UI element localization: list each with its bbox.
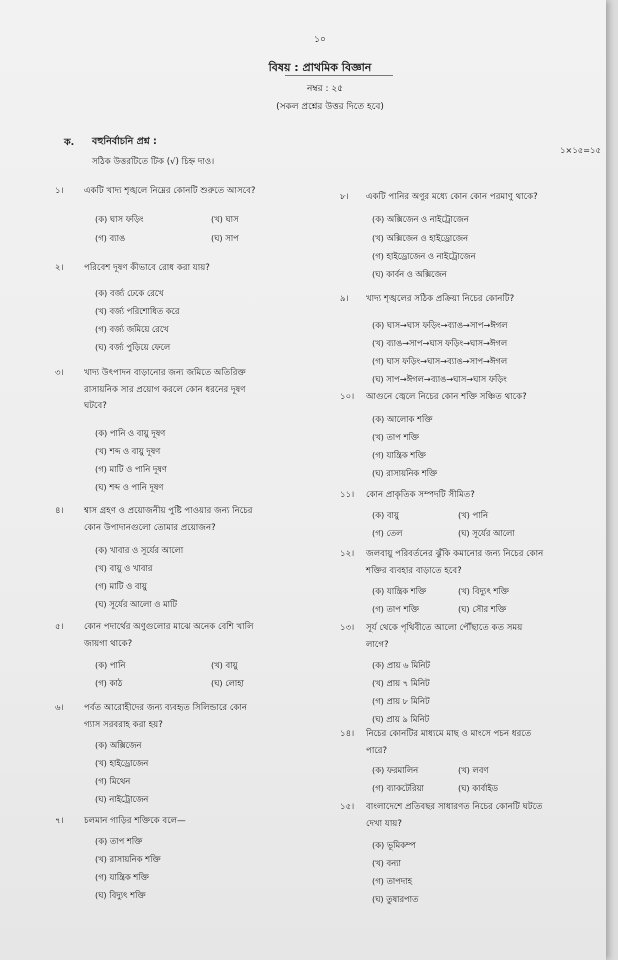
- answer-option: (ক) আলোক শক্তি: [372, 414, 433, 424]
- answer-option: (গ) কাঠ: [95, 678, 123, 688]
- answer-option: (গ) তেল: [372, 528, 403, 538]
- section-instruction: সঠিক উত্তরটিতে টিক (√) চিহ্ন দাও।: [92, 157, 215, 167]
- answer-option: (গ) ব্যাকটেরিয়া: [372, 783, 424, 793]
- question-number: ১।: [55, 186, 64, 196]
- answer-option: (খ) রাসায়নিক শক্তি: [95, 854, 161, 864]
- question-text: কোন প্রাকৃতিক সম্পদটি সীমিত?: [366, 490, 475, 500]
- answer-option: (গ) ঘাস ফড়িং→ঘাস→ব্যাঙ→সাপ→ঈগল: [372, 356, 508, 366]
- answer-option: (খ) ঘাস: [211, 214, 239, 224]
- answer-option: (ক) ফরমালিন: [372, 765, 419, 775]
- answer-option: (ঘ) কার্বাইড: [458, 783, 498, 793]
- question-text: শক্তির ব্যবহার বাড়াতে হবে?: [366, 565, 462, 576]
- question-text: খাদ্য উৎপাদন বাড়ানোর জন্য জমিতে অতিরিক্ত: [84, 368, 246, 378]
- answer-option: (ঘ) রাসায়নিক শক্তি: [372, 468, 438, 478]
- answer-option: (গ) মাটি ও বায়ু: [95, 581, 147, 591]
- answer-option: (খ) পানি: [458, 510, 488, 520]
- question-text: পারে?: [366, 745, 388, 756]
- answer-option: (ঘ) বিদ্যুৎ শক্তি: [95, 890, 146, 900]
- answer-option: (খ) বায়ু ও খাবার: [95, 563, 153, 573]
- answer-option: (ঘ) নাইট্রোজেন: [95, 794, 149, 804]
- answer-option: (ঘ) সাপ→ঈগল→ব্যাঙ→ঘাস→ঘাস ফড়িং: [372, 374, 507, 384]
- answer-option: (খ) ব্যাঙ→সাপ→ঘাস ফড়িং→ঘাস→ঈগল: [372, 338, 508, 348]
- question-number: ৯।: [340, 294, 349, 304]
- question-text: নিচের কোনটির মাধ্যমে মাছ ও মাংসে পচন ধরতে: [366, 729, 532, 739]
- answer-option: (ঘ) বর্জ্য পুড়িয়ে ফেলে: [95, 342, 171, 352]
- answer-option: (ঘ) সূর্যের আলো: [458, 528, 515, 538]
- answer-option: (ক) বর্জ্য ঢেকে রেখে: [95, 288, 164, 298]
- answer-option: (ঘ) শব্দ ও পানি দূষণ: [95, 482, 164, 492]
- answer-option: (খ) লবণ: [458, 765, 489, 775]
- answer-option: (ঘ) লোহা: [211, 678, 244, 688]
- answer-option: (গ) বর্জ্য জমিয়ে রেখে: [95, 324, 169, 334]
- question-text: শ্বাস গ্রহণ ও প্রয়োজনীয় পুষ্টি পাওয়ার জন্য নিচের: [84, 506, 253, 516]
- answer-option: (খ) অক্সিজেন ও হাইড্রোজেন: [372, 233, 468, 243]
- question-text: দেখা যায়?: [366, 818, 402, 829]
- page-number: ১০: [314, 35, 326, 45]
- question-number: ১১।: [340, 490, 355, 500]
- total-marks: নম্বর : ২৫: [306, 84, 344, 94]
- answer-option: (খ) বন্যা: [372, 858, 401, 868]
- answer-option: (ক) অক্সিজেন: [95, 740, 142, 750]
- question-text: একটি পানির অণুর মধ্যে কোন কোন পরমাণু থাকে?: [366, 192, 538, 202]
- answer-option: (ক) ভূমিকম্প: [372, 840, 416, 850]
- answer-option: (গ) প্রায় ৮ মিনিট: [372, 696, 430, 706]
- answer-option: (খ) বায়ু: [211, 660, 238, 670]
- answer-option: (গ) ব্যাঙ: [95, 233, 126, 243]
- question-text: রাসায়নিক সার প্রয়োগ করলে কোন ধরনের দূষণ: [84, 384, 246, 395]
- question-number: ৭।: [55, 816, 64, 826]
- question-number: ৪।: [55, 506, 64, 516]
- question-text: চলমান গাড়ির শক্তিকে বলে—: [84, 816, 186, 826]
- answer-option: (ঘ) সূর্যের আলো ও মাটি: [95, 599, 177, 609]
- answer-option: (খ) প্রায় ৭ মিনিট: [372, 678, 430, 688]
- answer-option: (ঘ) প্রায় ৯ মিনিট: [372, 714, 430, 724]
- answer-option: (ক) ঘাস→ঘাস ফড়িং→ব্যাঙ→সাপ→ঈগল: [372, 320, 508, 330]
- question-text: গ্যাস সরবরাহ করা হয়?: [84, 719, 163, 730]
- answer-option: (ক) যান্ত্রিক শক্তি: [372, 586, 427, 596]
- subject-title: বিষয় : প্রাথমিক বিজ্ঞান: [268, 61, 372, 74]
- question-text: ঘটবে?: [84, 401, 107, 411]
- question-number: ১৪।: [340, 729, 355, 739]
- answer-option: (গ) তাপদাহ: [372, 876, 412, 886]
- question-text: কোন পদার্থের অণুগুলোর মাঝে অনেক বেশি খালি: [84, 622, 254, 632]
- question-text: জলবায়ু পরিবর্তনের ঝুঁকি কমানোর জন্য নিচের কোন: [366, 549, 544, 559]
- title-underline: [285, 75, 393, 76]
- question-text: আগুনে জ্বেলে নিচের কোন শক্তি সঞ্চিত থাকে?: [366, 392, 527, 402]
- question-text: সূর্য থেকে পৃথিবীতে আলো পৌঁছাতে কত সময়: [366, 623, 523, 633]
- question-text: একটি খাদ্য শৃঙ্খলে নিম্নের কোনটি শুরুতে আসবে?: [84, 186, 256, 196]
- question-number: ৫।: [55, 622, 64, 632]
- section-marks: ১×১৫=১৫: [560, 145, 601, 155]
- question-text: পরিবেশ দূষণ কীভাবে রোধ করা যায়?: [84, 263, 210, 273]
- exam-instruction: (সকল প্রশ্নের উত্তর দিতে হবে): [276, 102, 384, 112]
- question-text: খাদ্য শৃঙ্খলের সঠিক প্রক্রিয়া নিচের কোনটি?: [366, 294, 515, 304]
- answer-option: (ক) ঘাস ফড়িং: [95, 214, 144, 224]
- answer-option: (খ) বর্জ্য পরিশোধিত করে: [95, 306, 180, 316]
- answer-option: (ক) অক্সিজেন ও নাইট্রোজেন: [372, 214, 469, 224]
- answer-option: (খ) তাপ শক্তি: [372, 432, 419, 442]
- answer-option: (খ) হাইড্রোজেন: [95, 758, 149, 768]
- question-number: ৩।: [55, 368, 64, 378]
- question-number: ১৫।: [340, 802, 355, 812]
- answer-option: (ক) পানি ও বায়ু দূষণ: [95, 428, 166, 438]
- answer-option: (গ) মাটি ও পানি দূষণ: [95, 464, 167, 474]
- question-text: জায়গা থাকে?: [84, 638, 133, 649]
- answer-option: (গ) মিথেন: [95, 776, 131, 786]
- question-text: পর্বত আরোহীদের জন্য ব্যবহৃত সিলিন্ডারে কোন: [84, 703, 247, 713]
- answer-option: (ক) তাপ শক্তি: [95, 836, 143, 846]
- answer-option: (খ) বিদ্যুৎ শক্তি: [458, 586, 509, 596]
- question-text: কোন উপাদানগুলো তোমার প্রয়োজন?: [84, 522, 216, 533]
- answer-option: (ঘ) তুষারপাত: [372, 894, 419, 904]
- section-title: বহুনির্বাচনি প্রশ্ন :: [92, 136, 157, 147]
- question-number: ১৩।: [340, 623, 355, 633]
- question-number: ৬।: [55, 703, 64, 713]
- answer-option: (গ) তাপ শক্তি: [372, 604, 419, 614]
- answer-option: (ঘ) সৌর শক্তি: [458, 604, 507, 614]
- section-label: ক.: [64, 137, 75, 148]
- answer-option: (গ) যান্ত্রিক শক্তি: [95, 872, 149, 882]
- answer-option: (ক) খাবার ও সূর্যের আলো: [95, 545, 184, 555]
- question-number: ৮।: [340, 192, 349, 202]
- answer-option: (খ) শব্দ ও বায়ু দূষণ: [95, 446, 161, 456]
- answer-option: (ক) বায়ু: [372, 510, 399, 520]
- answer-option: (ঘ) কার্বন ও অক্সিজেন: [372, 269, 447, 279]
- answer-option: (ক) পানি: [95, 660, 126, 670]
- question-number: ১২।: [340, 549, 355, 559]
- question-number: ২।: [55, 263, 64, 273]
- question-text: লাগে?: [366, 639, 389, 650]
- question-number: ১০।: [340, 392, 355, 402]
- answer-option: (গ) যান্ত্রিক শক্তি: [372, 450, 426, 460]
- answer-option: (ঘ) সাপ: [211, 233, 239, 243]
- answer-option: (গ) হাইড্রোজেন ও নাইট্রোজেন: [372, 251, 476, 261]
- answer-option: (ক) প্রায় ৬ মিনিট: [372, 660, 430, 670]
- question-text: বাংলাদেশে প্রতিবছর সাধারণত নিচের কোনটি ঘটতে: [366, 802, 543, 812]
